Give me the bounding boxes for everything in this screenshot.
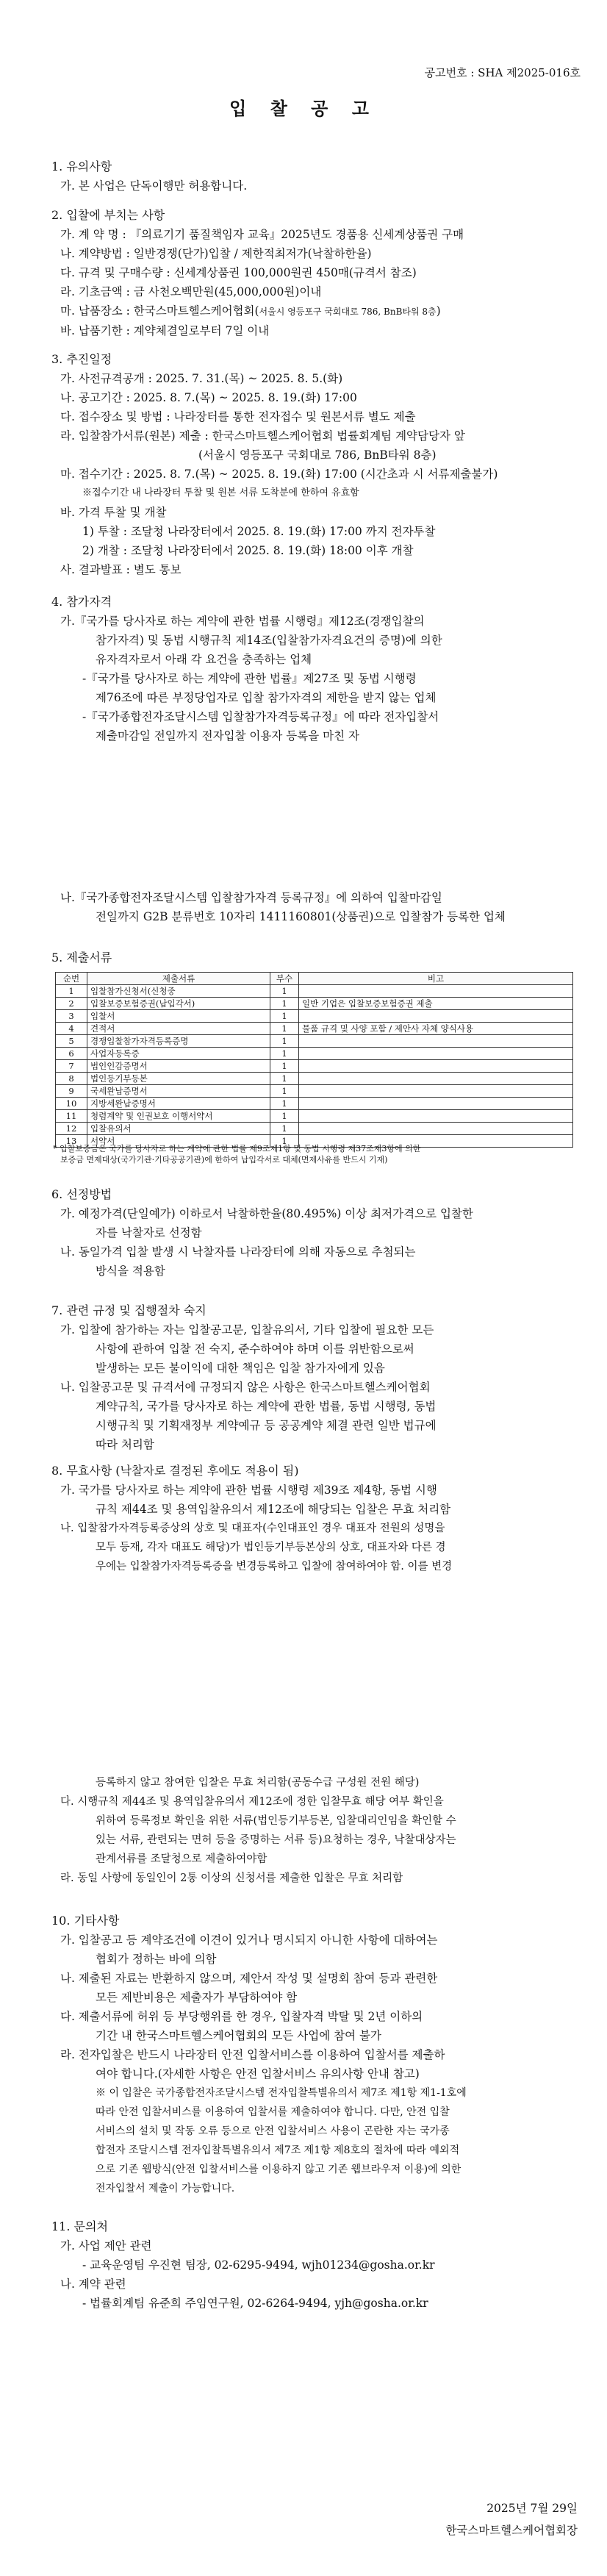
contact-category: 가. 사업 제안 관련 — [60, 2239, 152, 2253]
row-number: 4 — [56, 1023, 87, 1035]
table-row — [56, 1048, 573, 1060]
schedule-address: (서울시 영등포구 국회대로 786, BnB타워 8층) — [198, 448, 437, 462]
misc-item: 모든 제반비용은 제출자가 부담하여야 함 — [96, 1991, 298, 2004]
copies: 1 — [270, 1110, 299, 1123]
footnote-line: 보증금 면제대상(국가기관·기타공공기관)에 한하여 납입각서로 대체(면제사유를 반드시 기재) — [60, 1155, 388, 1164]
regulation-item: 시행규칙 및 기획재정부 계약예규 등 공공계약 체결 관련 일반 법규에 — [96, 1419, 437, 1432]
delivery-place — [51, 301, 585, 321]
copies: 1 — [270, 1035, 299, 1048]
table-row — [56, 985, 573, 998]
row-number: 10 — [56, 1098, 87, 1110]
invalidity-item: 다. 시행규칙 제44조 및 용역입찰유의서 제12조에 정한 입찰무효 해당 여부 확인을 — [60, 1796, 444, 1808]
column-header: 비고 — [299, 973, 573, 985]
row-number: 1 — [56, 985, 87, 998]
table-row — [56, 998, 573, 1010]
remarks — [299, 1123, 573, 1135]
row-number: 2 — [56, 998, 87, 1010]
section-heading: 7. 관련 규정 및 집행절차 숙지 — [51, 1303, 206, 1317]
contact-line: - 법률회계팀 유준희 주임연구원, 02-6264-9494, yjh@gosha.or.kr — [82, 2297, 428, 2310]
section-heading: 1. 유의사항 — [51, 160, 112, 173]
eligibility-registration — [51, 888, 585, 926]
column-header: 부수 — [270, 973, 299, 985]
table-row — [56, 1023, 573, 1035]
copies: 1 — [270, 1060, 299, 1073]
selection-item: 나. 동일가격 입찰 발생 시 낙찰자를 나라장터에 의해 자동으로 추첨되는 — [60, 1245, 416, 1259]
invalidity-item: 모두 등재, 각자 대표도 해당)가 법인등기부등본상의 상호, 대표자와 다른 경 — [96, 1542, 446, 1553]
spec-quantity: 다. 규격 및 구매수량 : 신세계상품권 100,000원권 450매(규격서 참조) — [60, 266, 417, 279]
section-selection — [51, 1185, 585, 1281]
base-amount: 라. 기초금액 : 금 사천오백만원(45,000,000원)이내 — [60, 285, 322, 298]
table-row — [56, 1060, 573, 1073]
misc-item: 협회가 정하는 바에 의함 — [96, 1953, 217, 1966]
regulation-item: 가. 입찰에 참가하는 자는 입찰공고문, 입찰유의서, 기타 입찰에 필요한 모든 — [60, 1323, 434, 1337]
schedule-item: 사. 결과발표 : 별도 통보 — [60, 563, 182, 576]
eligibility-item: 전일까지 G2B 분류번호 10자리 1411160801(상품권)으로 입찰참가 등록한 업체 — [96, 910, 506, 923]
section-heading: 3. 추진일정 — [51, 352, 112, 366]
contract-method: 나. 계약방법 : 일반경쟁(단가)입찰 / 제한적최저가(낙찰하한율) — [60, 247, 372, 260]
remarks — [299, 1060, 573, 1073]
copies: 1 — [270, 985, 299, 998]
schedule-note: ※접수기간 내 나라장터 투찰 및 원본 서류 도착분에 한하여 유효함 — [82, 487, 359, 498]
copies: 1 — [270, 1023, 299, 1035]
remarks — [299, 1073, 573, 1085]
contract-name: 가. 계 약 명 : 『의료기기 품질책임자 교육』2025년도 경품용 신세계상품권 구매 — [60, 228, 464, 241]
row-number: 3 — [56, 1010, 87, 1023]
issuing-organization: 한국스마트헬스케어협회장 — [445, 2524, 578, 2537]
row-number: 9 — [56, 1085, 87, 1098]
remarks — [299, 1035, 573, 1048]
documents-table — [55, 972, 573, 1148]
invalidity-item: 라. 동일 사항에 동일인이 2통 이상의 신청서를 제출한 입찰은 무효 처리함 — [60, 1872, 403, 1884]
regulation-item: 계약규칙, 국가를 당사자로 하는 계약에 관한 법률, 동법 시행령, 동법 — [96, 1400, 437, 1413]
misc-note: 서비스의 설치 및 작동 오류 등으로 안전 입찰서비스 사용이 곤란한 자는 국가종 — [96, 2125, 450, 2137]
schedule-subitem: 2) 개찰 : 조달청 나라장터에서 2025. 8. 19.(화) 18:00 이후 개찰 — [82, 544, 414, 557]
table-row — [56, 1085, 573, 1098]
eligibility-item: 가.『국가를 당사자로 하는 계약에 관한 법률 시행령』제12조(경쟁입찰의 — [60, 615, 425, 628]
delivery-place-prefix: 마. 납품장소 : 한국스마트헬스케어협회( — [60, 304, 259, 318]
copies: 1 — [270, 998, 299, 1010]
section-eligibility — [51, 593, 585, 745]
document-name: 서약서 — [87, 1135, 270, 1148]
eligibility-item: 나.『국가종합전자조달시스템 입찰참가자격 등록규정』에 의하여 입찰마감일 — [60, 891, 442, 904]
section-precautions — [51, 157, 585, 196]
table-row — [56, 1073, 573, 1085]
misc-note: 따라 안전 입찰서비스를 이용하여 입찰서를 제출하여야 합니다. 다만, 안전 입찰 — [96, 2106, 450, 2118]
selection-item: 자를 낙찰자로 선정함 — [96, 1226, 202, 1239]
schedule-subitem: 1) 투찰 : 조달청 나라장터에서 2025. 8. 19.(화) 17:00 까지 전자투찰 — [82, 525, 436, 538]
section-misc — [51, 1911, 585, 2198]
invalidity-item: 관계서류를 조달청으로 제출하여야함 — [96, 1853, 267, 1865]
section-heading: 10. 기타사항 — [51, 1914, 120, 1928]
document-name: 견적서 — [87, 1023, 270, 1035]
section-regulations — [51, 1301, 585, 1454]
section-heading: 5. 제출서류 — [51, 951, 112, 965]
selection-item: 가. 예정가격(단일예가) 이하로서 낙찰하한율(80.495%) 이상 최저가격으로 입찰한 — [60, 1207, 473, 1220]
remarks — [299, 1010, 573, 1023]
table-row — [56, 1110, 573, 1123]
misc-item: 라. 전자입찰은 반드시 나라장터 안전 입찰서비스를 이용하여 입찰서를 제출하 — [60, 2048, 445, 2061]
row-number: 13 — [56, 1135, 87, 1148]
section-invalidity-cont — [51, 1773, 585, 1888]
schedule-item: 다. 접수장소 및 방법 : 나라장터를 통한 전자접수 및 원본서류 별도 제출 — [60, 410, 416, 423]
copies: 1 — [270, 1048, 299, 1060]
invalidity-item: 가. 국가를 당사자로 하는 계약에 관한 법률 시행령 제39조 제4항, 동법 시행 — [60, 1484, 437, 1497]
misc-item: 기간 내 한국스마트헬스케어협회의 모든 사업에 참여 불가 — [96, 2029, 381, 2042]
documents-footnote — [53, 1143, 578, 1165]
section-schedule — [51, 350, 585, 579]
table-header-row — [56, 973, 573, 985]
invalidity-item: 있는 서류, 관련되는 면허 등을 증명하는 서류 등)요청하는 경우, 낙찰대상자는 — [96, 1834, 456, 1846]
invalidity-item: 우에는 입찰참가자격등록증을 변경등록하고 입찰에 참여하여야 함. 이를 변경 — [96, 1561, 453, 1573]
section-item: 가. 본 사업은 단독이행만 허용합니다. — [60, 179, 248, 193]
schedule-item: 마. 접수기간 : 2025. 8. 7.(목) ~ 2025. 8. 19.(화) 17:00 (시간초과 시 서류제출불가) — [60, 468, 498, 481]
section-heading: 6. 선정방법 — [51, 1187, 112, 1201]
schedule-item: 라. 입찰참가서류(원본) 제출 : 한국스마트헬스케어협회 법률회계팀 계약담당자 앞 — [60, 429, 465, 443]
row-number: 11 — [56, 1110, 87, 1123]
eligibility-item: -『국가를 당사자로 하는 계약에 관한 법률』제27조 및 동법 시행령 — [82, 672, 417, 685]
document-name: 국세완납증명서 — [87, 1085, 270, 1098]
eligibility-item: -『국가종합전자조달시스템 입찰참가자격등록규정』에 따라 전자입찰서 — [82, 710, 439, 723]
schedule-item: 바. 가격 투찰 및 개찰 — [60, 506, 167, 519]
notice-number: 공고번호 : SHA 제2025-016호 — [424, 66, 581, 79]
row-number: 6 — [56, 1048, 87, 1060]
remarks — [299, 1098, 573, 1110]
misc-note: ※ 이 입찰은 국가종합전자조달시스템 전자입찰특별유의서 제7조 제1항 제1-1호에 — [96, 2087, 467, 2099]
remarks — [299, 1085, 573, 1098]
invalidity-item: 나. 입찰참가자격등록증상의 상호 및 대표자(수인대표인 경우 대표자 전원의 성명을 — [60, 1523, 445, 1534]
document-name: 입찰참가신청서(신청중 — [87, 985, 270, 998]
section-heading: 11. 문의처 — [51, 2219, 108, 2233]
regulation-item: 따라 처리함 — [96, 1438, 154, 1451]
table-row — [56, 1098, 573, 1110]
copies: 1 — [270, 1073, 299, 1085]
copies: 1 — [270, 1085, 299, 1098]
schedule-item: 나. 공고기간 : 2025. 8. 7.(목) ~ 2025. 8. 19.(화) 17:00 — [60, 391, 357, 404]
selection-item: 방식을 적용함 — [96, 1264, 165, 1278]
misc-note: 전자입찰서 제출이 가능합니다. — [96, 2183, 235, 2194]
section-documents — [51, 948, 585, 967]
misc-item: 다. 제출서류에 허위 등 부당행위를 한 경우, 입찰자격 박탈 및 2년 이하의 — [60, 2010, 423, 2023]
table-row — [56, 1035, 573, 1048]
schedule-item: 가. 사전규격공개 : 2025. 7. 31.(목) ~ 2025. 8. 5.(화) — [60, 372, 343, 385]
table-row — [56, 1123, 573, 1135]
document-name: 사업자등록증 — [87, 1048, 270, 1060]
eligibility-item: 제출마감일 전일까지 전자입찰 이용자 등록을 마친 자 — [96, 729, 359, 743]
section-heading: 8. 무효사항 (낙찰자로 결정된 후에도 적용이 됨) — [51, 1464, 299, 1478]
remarks — [299, 1048, 573, 1060]
eligibility-item: 참가자격) 및 동법 시행규칙 제14조(입찰참가자격요건의 증명)에 의한 — [96, 634, 442, 647]
misc-note: 으로 기존 웹방식(안전 입찰서비스를 이용하지 않고 기존 웹브라우저 이용)에 의한 — [96, 2164, 461, 2175]
regulation-item: 나. 입찰공고문 및 규격서에 규정되지 않은 사항은 한국스마트헬스케어협회 — [60, 1381, 431, 1394]
contact-category: 나. 계약 관련 — [60, 2278, 126, 2291]
section-heading: 2. 입찰에 부치는 사항 — [51, 208, 165, 222]
column-header: 제출서류 — [87, 973, 270, 985]
delivery-place-address: 서울시 영등포구 국회대로 786, BnB타워 8층 — [259, 307, 437, 317]
remarks: 물품 규격 및 사양 포함 / 제안사 자체 양식사용 — [299, 1023, 573, 1035]
misc-item: 여야 합니다.(자세한 사항은 안전 입찰서비스 유의사항 안내 참고) — [96, 2067, 420, 2081]
regulation-item: 사항에 관하여 입찰 전 숙지, 준수하여야 하며 이를 위반함으로써 — [96, 1342, 414, 1356]
documents-table-body — [56, 985, 573, 1148]
column-header: 순번 — [56, 973, 87, 985]
document-name: 지방세완납증명서 — [87, 1098, 270, 1110]
document-name: 입찰유의서 — [87, 1123, 270, 1135]
misc-note: 합전자 조달시스템 전자입찰특별유의서 제7조 제1항 제8호의 절차에 따라 예외적 — [96, 2144, 460, 2156]
row-number: 12 — [56, 1123, 87, 1135]
misc-item: 나. 제출된 자료는 반환하지 않으며, 제안서 작성 및 설명회 참여 등과 관련한 — [60, 1972, 438, 1985]
copies: 1 — [270, 1098, 299, 1110]
delivery-place-suffix: ) — [436, 304, 441, 318]
misc-item: 가. 입찰공고 등 계약조건에 이견이 있거나 명시되지 아니한 사항에 대하여는 — [60, 1933, 438, 1947]
document-name: 입찰서 — [87, 1010, 270, 1023]
eligibility-item: 유자격자로서 아래 각 요건을 충족하는 업체 — [96, 653, 312, 666]
document-name: 청렴계약 및 인권보호 이행서약서 — [87, 1110, 270, 1123]
section-heading: 4. 참가자격 — [51, 595, 112, 609]
delivery-deadline: 바. 납품기한 : 계약체결일로부터 7일 이내 — [60, 324, 270, 337]
document-name: 법인인감증명서 — [87, 1060, 270, 1073]
eligibility-item: 제76조에 따른 부정당업자로 입찰 참가자격의 제한을 받지 않는 업체 — [96, 691, 437, 704]
page-title: 입 찰 공 고 — [229, 98, 378, 119]
document-name: 입찰보증보험증권(납입각서) — [87, 998, 270, 1010]
invalidity-item: 위하여 등록정보 확인을 위한 서류(법인등기부등본, 입찰대리인임을 확인할 수 — [96, 1815, 456, 1827]
section-bid-items — [51, 206, 585, 340]
invalidity-item: 등록하지 않고 참여한 입찰은 무효 처리함(공동수급 구성원 전원 해당) — [96, 1777, 420, 1789]
document-name: 법인등기부등본 — [87, 1073, 270, 1085]
table-row — [56, 1010, 573, 1023]
row-number: 7 — [56, 1060, 87, 1073]
row-number: 5 — [56, 1035, 87, 1048]
remarks — [299, 1110, 573, 1123]
invalidity-item: 규칙 제44조 및 용역입찰유의서 제12조에 해당되는 입찰은 무효 처리함 — [96, 1503, 451, 1516]
copies: 1 — [270, 1010, 299, 1023]
copies: 1 — [270, 1123, 299, 1135]
section-invalidity — [51, 1461, 585, 1576]
document-name: 경쟁입찰참가자격등록증명 — [87, 1035, 270, 1048]
footnote-line: * 입찰보증금은 국가를 당사자로 하는 계약에 관한 법률 제9조제1항 및 동법 시행령 제37조제3항에 의한 — [53, 1144, 421, 1153]
contact-line: - 교육운영팀 우진현 팀장, 02-6295-9494, wjh01234@gosha.or.kr — [82, 2258, 435, 2272]
row-number: 8 — [56, 1073, 87, 1085]
remarks: 일반 기업은 입찰보증보험증권 제출 — [299, 998, 573, 1010]
remarks — [299, 985, 573, 998]
copies: 1 — [270, 1135, 299, 1148]
regulation-item: 발생하는 모든 불이익에 대한 책임은 입찰 참가자에게 있음 — [96, 1362, 385, 1375]
notice-date: 2025년 7월 29일 — [486, 2502, 578, 2515]
section-contact — [51, 2217, 585, 2313]
